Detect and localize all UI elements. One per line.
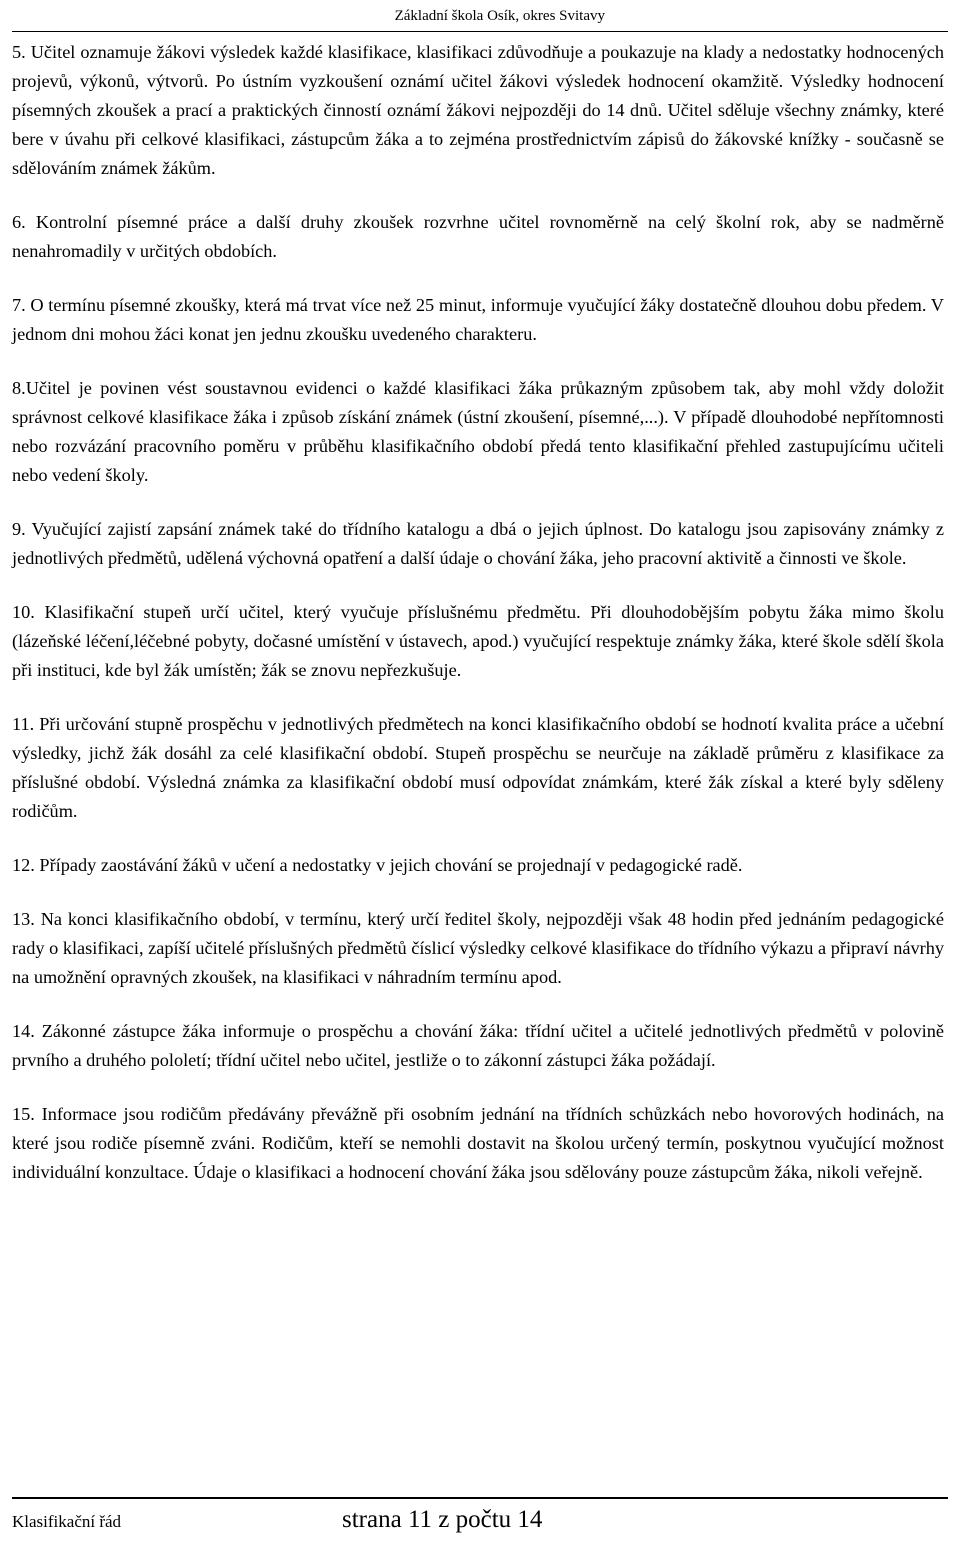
footer-page-number: strana 11 z počtu 14	[342, 1506, 543, 1533]
header-divider	[12, 31, 948, 32]
footer-divider	[12, 1497, 948, 1499]
paragraph-14: 14. Zákonné zástupce žáka informuje o prospěchu a chování žáka: třídní učitel a učitelé jednotlivých předmětů v polovině prvního a druhého pololetí; třídní učitel nebo učitel, jestliže o to zákonní zástupci žáka požádají.	[12, 1021, 944, 1070]
paragraph-10: 10. Klasifikační stupeň určí učitel, který vyučuje příslušnému předmětu. Při dlouhodobějším pobytu žáka mimo školu (lázeňské léčení,léčebné pobyty, dočasné umístění v ústavech, apod.) vyučující respektuje známky žáka, které škole sdělí škola při instituci, kde byl žák umístěn; žák se znovu nepřezkušuje.	[12, 602, 944, 680]
paragraph-8: 8.Učitel je povinen vést soustavnou evidenci o každé klasifikaci žáka průkazným způsobem tak, aby mohl vždy doložit správnost celkové klasifikace žáka i způsob získání známek (ústní zkoušení, písemné,...). V případě dlouhodobé nepřítomnosti nebo rozvázání pracovního poměru v průběhu klasifikačního období předá tento klasifikační přehled zastupujícímu učiteli nebo vedení školy.	[12, 378, 944, 485]
paragraph-7: 7. O termínu písemné zkoušky, která má trvat více než 25 minut, informuje vyučující žáky dostatečně dlouhou dobu předem. V jednom dni mohou žáci konat jen jednu zkoušku uvedeného charakteru.	[12, 295, 944, 344]
paragraph-15: 15. Informace jsou rodičům předávány převážně při osobním jednání na třídních schůzkách nebo hovorových hodinách, na které jsou rodiče písemně zváni. Rodičům, kteří se nemohli dostavit na školou určený termín, poskytnou vyučující možnost individuální konzultace. Údaje o klasifikaci a hodnocení chování žáka jsou sdělovány pouze zástupcům žáka, nikoli veřejně.	[12, 1104, 944, 1182]
footer-document-name: Klasifikační řád	[12, 1512, 122, 1531]
document-body	[12, 38, 944, 1212]
paragraph-12: 12. Případy zaostávání žáků v učení a nedostatky v jejich chování se projednají v pedagogické radě.	[12, 855, 743, 875]
paragraph-5: 5. Učitel oznamuje žákovi výsledek každé klasifikace, klasifikaci zdůvodňuje a poukazuje na klady a nedostatky hodnocených projevů, výkonů, výtvorů. Po ústním vyzkoušení oznámí učitel žákovi výsledek hodnocení okamžitě. Výsledky hodnocení písemných zkoušek a prací a praktických činností oznámí žákovi nejpozději do 14 dnů. Učitel sděluje všechny známky, které bere v úvahu při celkové klasifikaci, zástupcům žáka a to zejména prostřednictvím zápisů do žákovské knížky - současně se sdělováním známek žákům.	[12, 42, 944, 178]
paragraph-6: 6. Kontrolní písemné práce a další druhy zkoušek rozvrhne učitel rovnoměrně na celý školní rok, aby se nadměrně nenahromadily v určitých obdobích.	[12, 212, 944, 261]
paragraph-13: 13. Na konci klasifikačního období, v termínu, který určí ředitel školy, nejpozději však 48 hodin před jednáním pedagogické rady o klasifikaci, zapíší učitelé příslušných předmětů číslicí výsledky celkové klasifikace do třídního výkazu a připraví návrhy na umožnění opravných zkoušek, na klasifikaci v náhradním termínu apod.	[12, 909, 944, 987]
header-school-name: Základní škola Osík, okres Svitavy	[394, 8, 605, 24]
paragraph-9: 9. Vyučující zajistí zapsání známek také do třídního katalogu a dbá o jejich úplnost. Do katalogu jsou zapisovány známky z jednotlivých předmětů, udělená výchovná opatření a další údaje o chování žáka, jeho pracovní aktivitě a činnosti ve škole.	[12, 519, 944, 568]
paragraph-11: 11. Při určování stupně prospěchu v jednotlivých předmětech na konci klasifikačního období se hodnotí kvalita práce a učební výsledky, jichž žák dosáhl za celé klasifikační období. Stupeň prospěchu se neurčuje na základě průměru z klasifikace za příslušné období. Výsledná známka za klasifikační období musí odpovídat známkám, které žák získal a které byly sděleny rodičům.	[12, 714, 944, 821]
